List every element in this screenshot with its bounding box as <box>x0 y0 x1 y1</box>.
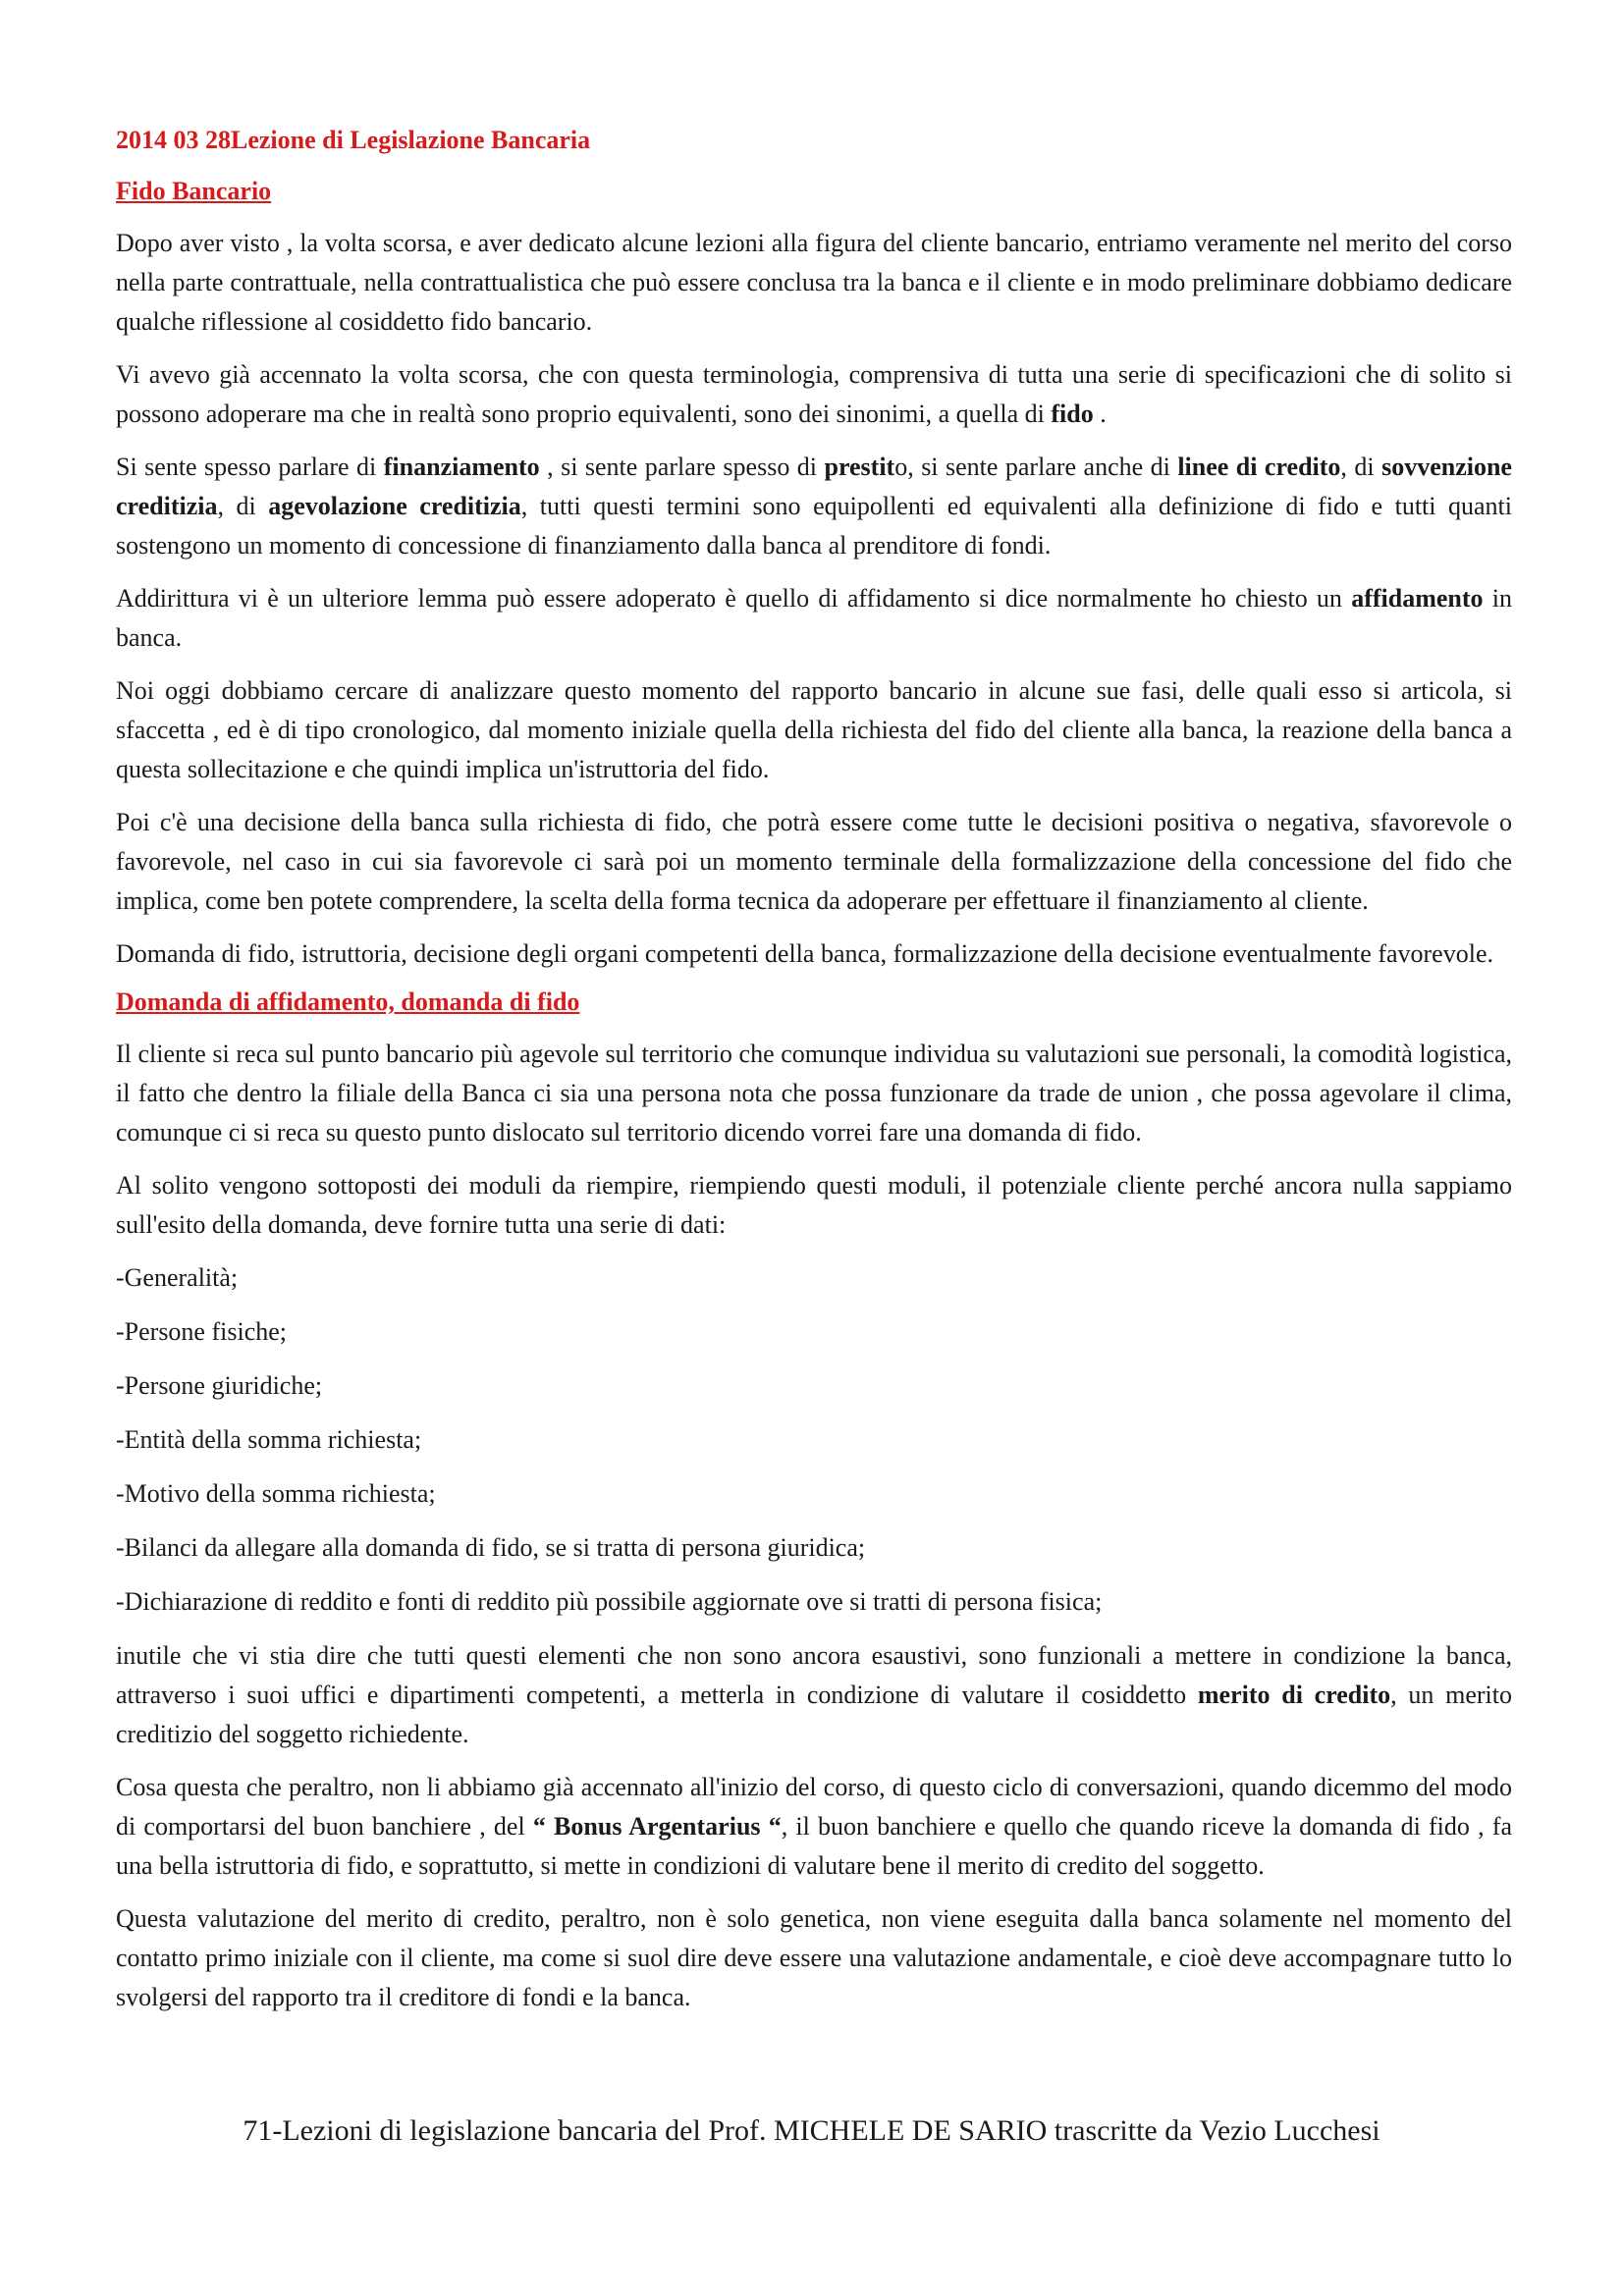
paragraph <box>116 448 1512 565</box>
list-item: -Generalità; <box>116 1263 239 1292</box>
paragraph: Al solito vengono sottoposti dei moduli da riempire, riempiendo questi moduli, il potenziale cliente perché ancora nulla sappiamo sull'esito della domanda, deve fornire tutta una serie di dati: <box>116 1171 1512 1239</box>
text-run: , tutti questi termini sono equipollenti ed equivalenti alla definizione di fido e tutti quanti sostengono un momento di concessione di finanziamento dalla banca al prenditore di fondi. <box>116 492 1512 560</box>
paragraph: Poi c'è una decisione della banca sulla richiesta di fido, che potrà essere come tutte le decisioni positiva o negativa, sfavorevole o favorevole, nel caso in cui sia favorevole ci sarà poi un momento terminale della formalizzazione della concessione del fido che implica, come ben potete comprendere, la scelta della forma tecnica da adoperare per effettuare il finanziamento al cliente. <box>116 808 1512 915</box>
bold-term: affidamento <box>1351 584 1484 613</box>
page-footer: 71-Lezioni di legislazione bancaria del Prof. MICHELE DE SARIO trascritte da Vezio Lucchesi <box>243 2114 1380 2147</box>
text-run: in banca. <box>116 584 1512 652</box>
paragraph <box>116 579 1512 658</box>
paragraph: Dopo aver visto , la volta scorsa, e aver dedicato alcune lezioni alla figura del cliente bancario, entriamo veramente nel merito del corso nella parte contrattuale, nella contrattualistica che può essere conclusa tra la banca e il cliente e in modo preliminare dobbiamo dedicare qualche riflessione al cosiddetto fido bancario. <box>116 229 1512 336</box>
list-item: -Motivo della somma richiesta; <box>116 1479 436 1508</box>
document-title: 2014 03 28Lezione di Legislazione Bancaria <box>116 126 591 154</box>
text-run: Si sente spesso parlare di <box>116 453 384 481</box>
section-heading-fido-bancario: Fido Bancario <box>116 177 272 205</box>
text-run: Vi avevo già accennato la volta scorsa, che con questa terminologia, comprensiva di tutta una serie di specificazioni che di solito si possono adoperare ma che in realtà sono proprio equivalenti, sono dei sinonimi, a quella di <box>116 360 1512 428</box>
text-run: o, si sente parlare anche di <box>894 453 1178 481</box>
text-run: Cosa questa che peraltro, non li abbiamo già accennato all'inizio del corso, di questo ciclo di conversazioni, quando dicemmo del modo di comportarsi del buon banchiere , del <box>116 1773 1512 1841</box>
text-run: , un merito creditizio del soggetto richiedente. <box>116 1681 1513 1748</box>
paragraph <box>116 355 1512 434</box>
bold-term: finanziamento <box>383 453 540 481</box>
list-item: -Persone giuridiche; <box>116 1371 323 1400</box>
bold-term: agevolazione creditizia <box>268 492 521 520</box>
text-run: , di <box>1340 453 1382 481</box>
list-item: -Persone fisiche; <box>116 1317 288 1346</box>
bold-term: merito di credito <box>1197 1681 1391 1709</box>
paragraph: Il cliente si reca sul punto bancario più agevole sul territorio che comunque individua su valutazioni sue personali, la comodità logistica, il fatto che dentro la filiale della Banca ci sia una persona nota che possa funzionare da trade de union , che possa agevolare il clima, comunque ci si reca su questo punto dislocato sul territorio dicendo vorrei fare una domanda di fido. <box>116 1040 1512 1147</box>
text-run: . <box>1093 400 1107 428</box>
bold-term: prestit <box>824 453 895 481</box>
paragraph: Noi oggi dobbiamo cercare di analizzare questo momento del rapporto bancario in alcune sue fasi, delle quali esso si articola, si sfaccetta , ed è di tipo cronologico, dal momento iniziale quella della richiesta del fido del cliente alla banca, la reazione della banca a questa sollecitazione e che quindi implica un'istruttoria del fido. <box>116 676 1512 783</box>
paragraph <box>116 1768 1512 1886</box>
bold-term: sovvenzione creditizia <box>116 453 1512 520</box>
document-page <box>116 116 1512 2031</box>
paragraph <box>116 1636 1512 1754</box>
paragraph: Questa valutazione del merito di credito, peraltro, non è solo genetica, non viene eseguita dalla banca solamente nel momento del contatto primo iniziale con il cliente, ma come si suol dire deve essere una valutazione andamentale, e cioè deve accompagnare tutto lo svolgersi del rapporto tra il creditore di fondi e la banca. <box>116 1904 1512 2011</box>
text-run: , il buon banchiere e quello che quando riceve la domanda di fido , fa una bella istruttoria di fido, e soprattutto, si mette in condizioni di valutare bene il merito di credito del soggetto. <box>116 1812 1512 1880</box>
section-heading-domanda-di-fido: Domanda di affidamento, domanda di fido <box>116 988 580 1016</box>
text-run: inutile che vi stia dire che tutti questi elementi che non sono ancora esaustivi, sono funzionali a mettere in condizione la banca, attraverso i suoi uffici e dipartimenti competenti, a metterla in condizione di valutare il cosiddetto <box>116 1641 1512 1709</box>
text-run: Addirittura vi è un ulteriore lemma può essere adoperato è quello di affidamento si dice normalmente ho chiesto un <box>116 584 1352 613</box>
text-run: , di <box>217 492 269 520</box>
list-item: -Entità della somma richiesta; <box>116 1425 422 1454</box>
bold-term: “ Bonus Argentarius “ <box>532 1812 782 1841</box>
text-run: , si sente parlare spesso di <box>539 453 825 481</box>
list-item: -Dichiarazione di reddito e fonti di reddito più possibile aggiornate ove si tratti di persona fisica; <box>116 1587 1103 1616</box>
bold-term: linee di credito <box>1177 453 1341 481</box>
list-item: -Bilanci da allegare alla domanda di fido, se si tratta di persona giuridica; <box>116 1533 866 1562</box>
paragraph: Domanda di fido, istruttoria, decisione degli organi competenti della banca, formalizzazione della decisione eventualmente favorevole. <box>116 939 1493 968</box>
bold-term: fido <box>1051 400 1094 428</box>
